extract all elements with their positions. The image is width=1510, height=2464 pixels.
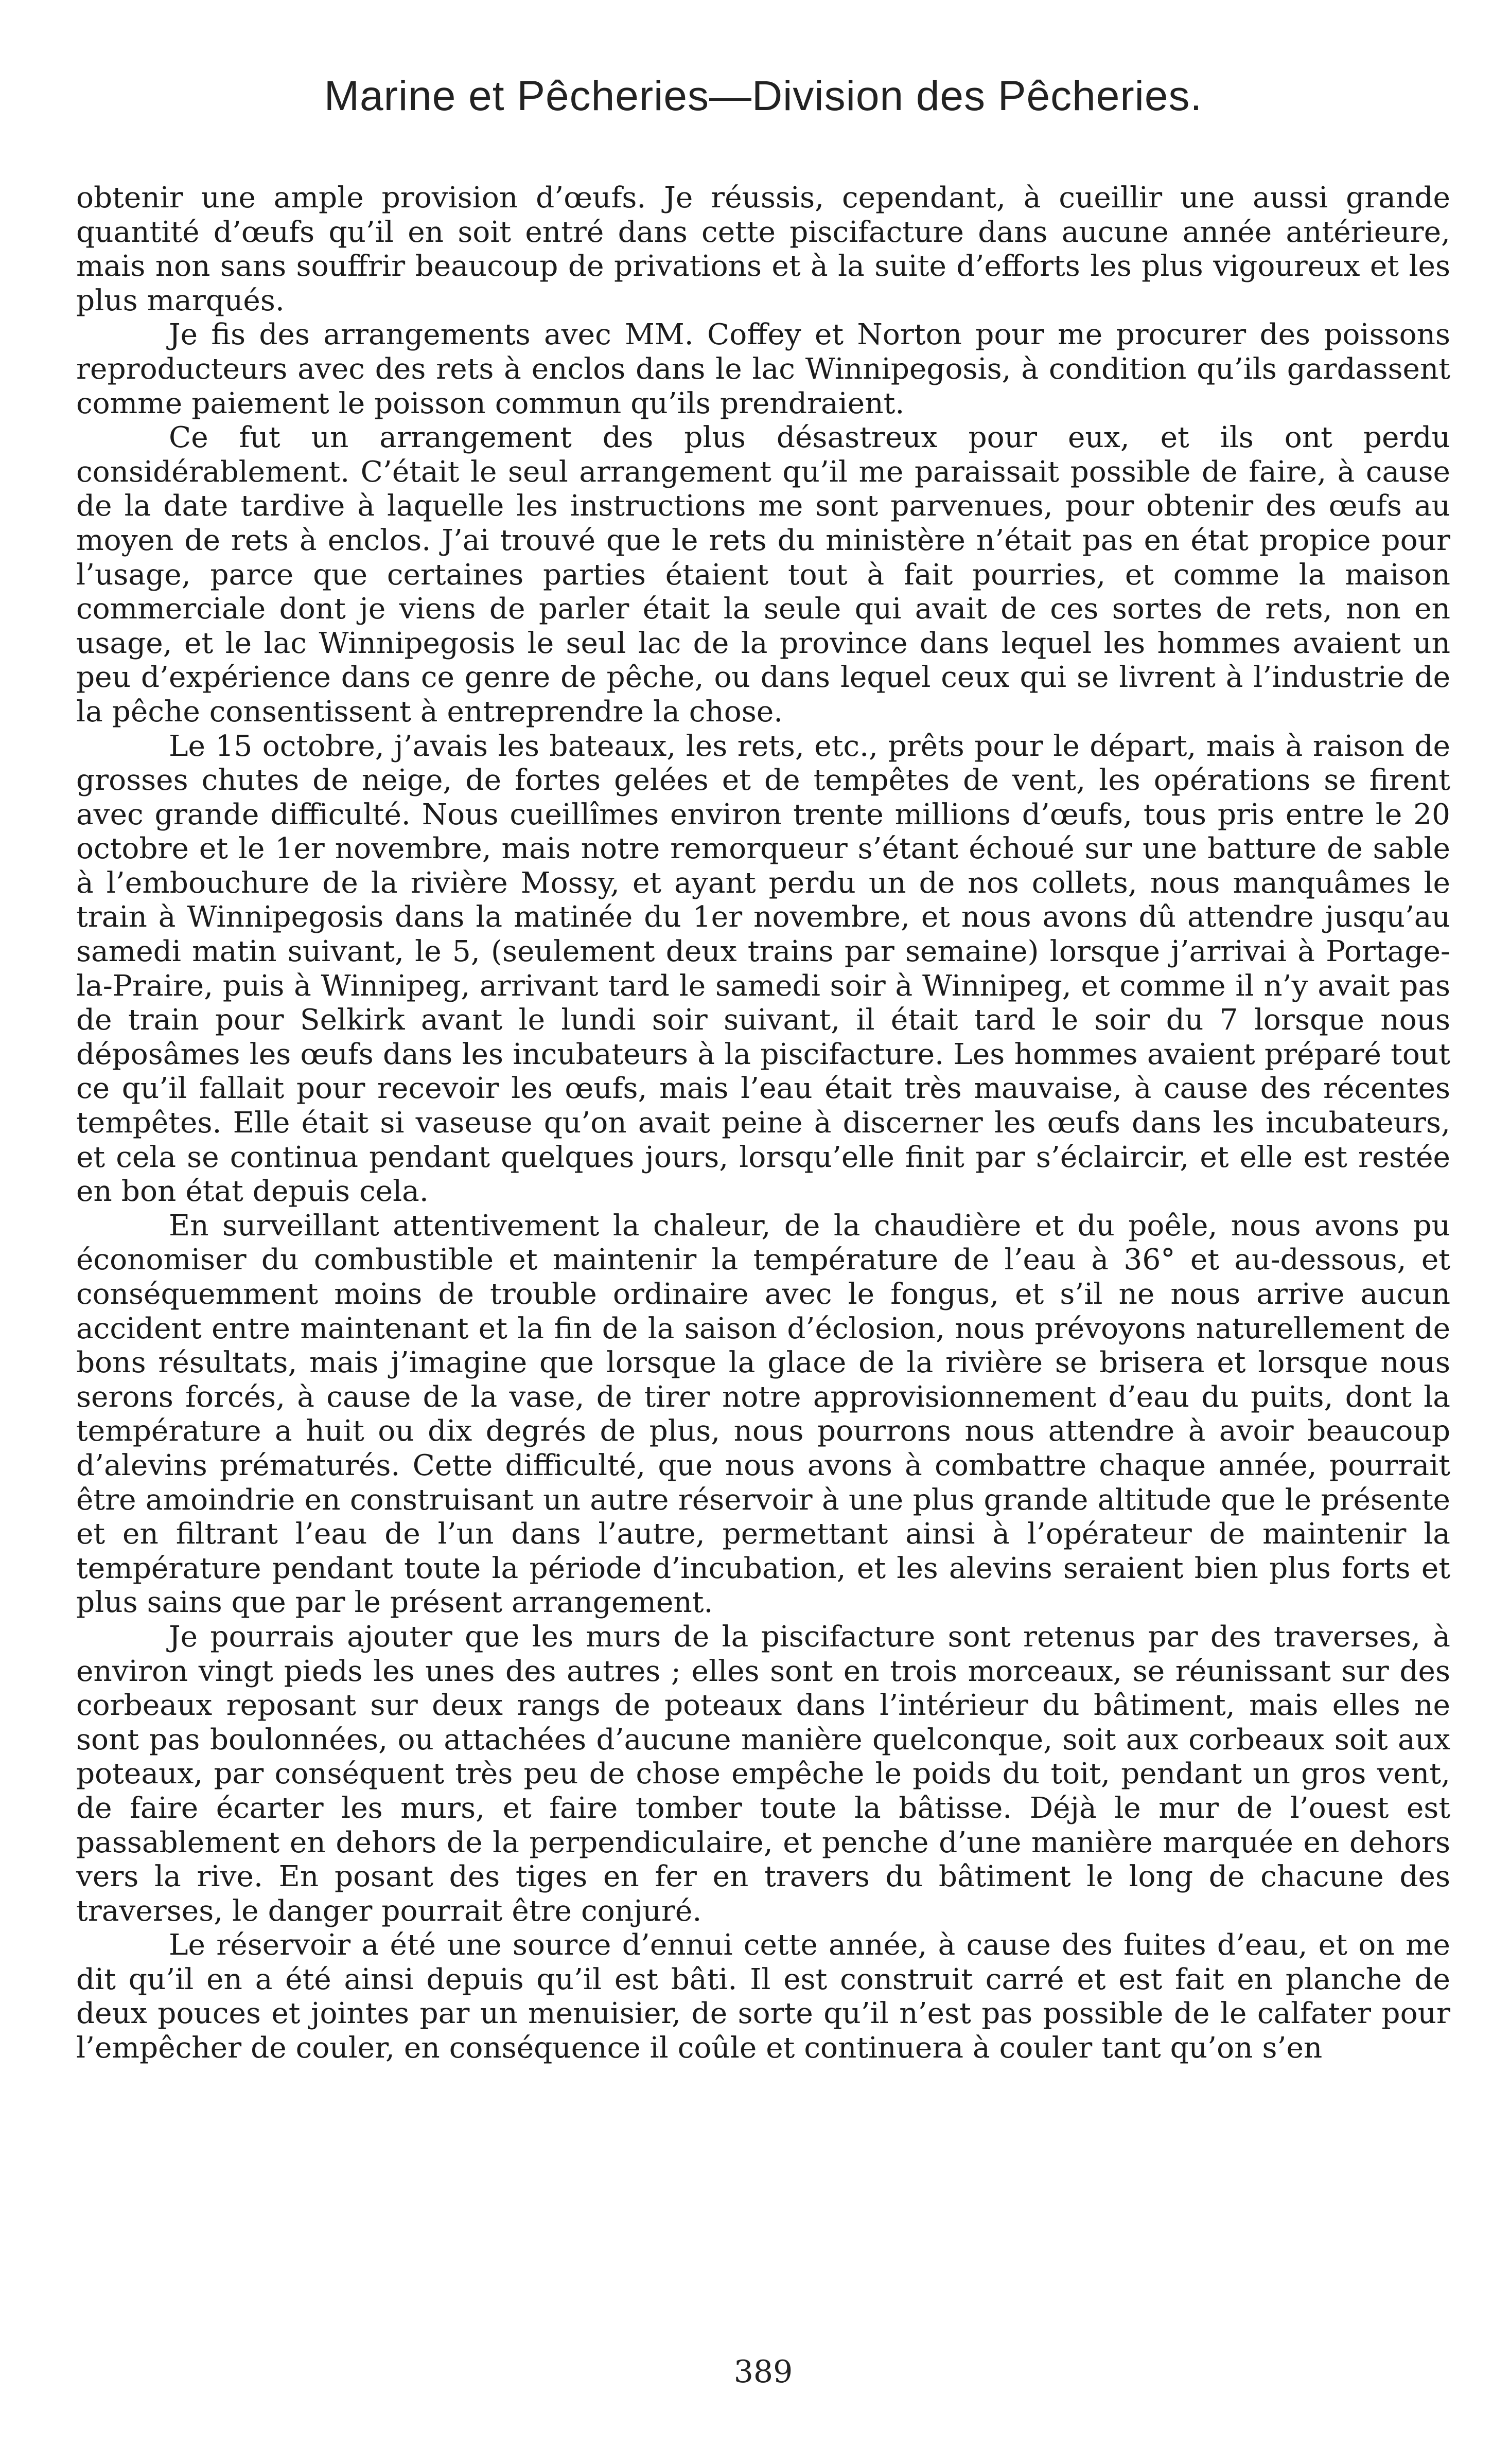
page-number: 389 <box>733 2354 793 2390</box>
paragraph: Je pourrais ajouter que les murs de la piscifacture sont retenus par des traverses, à environ vingt pieds les unes des autres ; elles sont en trois morceaux, se réunissant sur des corbeaux reposant sur deux rangs de poteaux dans l’intérieur du bâtiment, mais elles ne sont pas boulonnées, ou attachées d’aucune manière quelconque, soit aux corbeaux soit aux poteaux, par conséquent très peu de chose empêche le poids du toit, pendant un gros vent, de faire écarter les murs, et faire tomber toute la bâtisse. Déjà le mur de l’ouest est passablement en dehors de la perpendiculaire, et penche d’une manière marquée en dehors vers la rive. En posant des tiges en fer en travers du bâtiment le long de chacune des traverses, le danger pourrait être conjuré. <box>76 1620 1450 1928</box>
paragraph: Ce fut un arrangement des plus désastreux pour eux, et ils ont perdu considérablement. C’était le seul arrangement qu’il me paraissait possible de faire, à cause de la date tardive à laquelle les instructions me sont parvenues, pour obtenir des œufs au moyen de rets à enclos. J’ai trouvé que le rets du ministère n’était pas en état propice pour l’usage, parce que certaines parties étaient tout à fait pourries, et comme la maison commerciale dont je viens de parler était la seule qui avait de ces sortes de rets, non en usage, et le lac Winnipegosis le seul lac de la province dans lequel les hommes avaient un peu d’expérience dans ce genre de pêche, ou dans lequel ceux qui se livrent à l’industrie de la pêche consentissent à entreprendre la chose. <box>76 421 1450 729</box>
paragraph: Je fis des arrangements avec MM. Coffey et Norton pour me procurer des poissons reproducteurs avec des rets à enclos dans le lac Winnipegosis, à condition qu’ils gardassent comme paiement le poisson commun qu’ils prendraient. <box>76 318 1450 420</box>
body-text <box>76 181 1450 2066</box>
paragraph: En surveillant attentivement la chaleur, de la chaudière et du poêle, nous avons pu économiser du combustible et maintenir la température de l’eau à 36° et au-dessous, et conséquemment moins de trouble ordinaire avec le fongus, et s’il ne nous arrive aucun accident entre maintenant et la fin de la saison d’éclosion, nous prévoyons naturellement de bons résultats, mais j’imagine que lorsque la glace de la rivière se brisera et lorsque nous serons forcés, à cause de la vase, de tirer notre approvisionnement d’eau du puits, dont la température a huit ou dix degrés de plus, nous pourrons nous attendre à avoir beaucoup d’alevins prématurés. Cette difficulté, que nous avons à combattre chaque année, pourrait être amoindrie en construisant un autre réservoir à une plus grande altitude que le présente et en filtrant l’eau de l’un dans l’autre, permettant ainsi à l’opérateur de maintenir la température pendant toute la période d’incubation, et les alevins seraient bien plus forts et plus sains que par le présent arrangement. <box>76 1209 1450 1620</box>
paragraph: Le réservoir a été une source d’ennui cette année, à cause des fuites d’eau, et on me dit qu’il en a été ainsi depuis qu’il est bâti. Il est construit carré et est fait en planche de deux pouces et jointes par un menuisier, de sorte qu’il n’est pas possible de le calfater pour l’empêcher de couler, en conséquence il coûle et continuera à couler tant qu’on s’en <box>76 1928 1450 2065</box>
running-title: Marine et Pêcheries—Division des Pêcheries. <box>324 73 1203 119</box>
paragraph: Le 15 octobre, j’avais les bateaux, les rets, etc., prêts pour le départ, mais à raison de grosses chutes de neige, de fortes gelées et de tempêtes de vent, les opérations se firent avec grande difficulté. Nous cueillîmes environ trente millions d’œufs, tous pris entre le 20 octobre et le 1er novembre, mais notre remorqueur s’étant échoué sur une batture de sable à l’embouchure de la rivière Mossy, et ayant perdu un de nos collets, nous manquâmes le train à Winnipegosis dans la matinée du 1er novembre, et nous avons dû attendre jusqu’au samedi matin suivant, le 5, (seulement deux trains par semaine) lorsque j’arrivai à Portage-la-Praire, puis à Winnipeg, arrivant tard le samedi soir à Winnipeg, et comme il n’y avait pas de train pour Selkirk avant le lundi soir suivant, il était tard le soir du 7 lorsque nous déposâmes les œufs dans les incubateurs à la piscifacture. Les hommes avaient préparé tout ce qu’il fallait pour recevoir les œufs, mais l’eau était très mauvaise, à cause des récentes tempêtes. Elle était si vaseuse qu’on avait peine à discerner les œufs dans les incubateurs, et cela se continua pendant quelques jours, lorsqu’elle finit par s’éclaircir, et elle est restée en bon état depuis cela. <box>76 729 1450 1209</box>
document-page <box>76 0 1450 2464</box>
paragraph-continued: obtenir une ample provision d’œufs. Je réussis, cependant, à cueillir une aussi grande quantité d’œufs qu’il en soit entré dans cette piscifacture dans aucune année antérieure, mais non sans souffrir beaucoup de privations et à la suite d’efforts les plus vigoureux et les plus marqués. <box>76 181 1450 317</box>
